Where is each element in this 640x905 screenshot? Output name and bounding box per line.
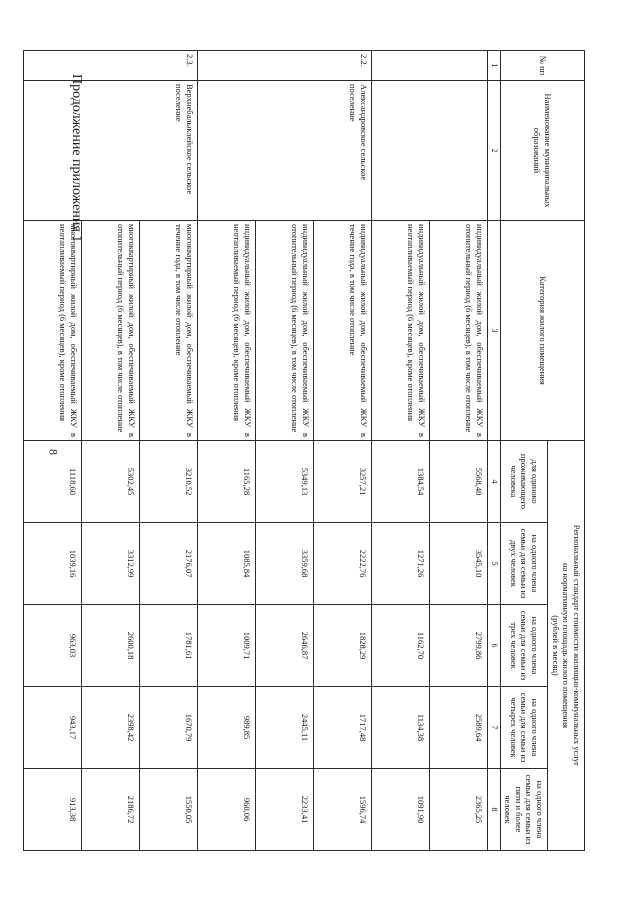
value-cell: 2799,86	[429, 605, 487, 687]
value-cell: 1091,90	[371, 769, 429, 851]
value-cell: 1162,70	[371, 605, 429, 687]
value-cell: 5568,40	[429, 441, 487, 523]
row-category: многоквартирный жилой дом, обеспечиваемый ЖКУ в отопительный период (6 месяцев), в том числе отопление	[81, 221, 139, 441]
column-number: 4	[487, 441, 500, 523]
header-col-four: на одного члена семьи для семьи из четырех человек	[500, 687, 548, 769]
value-cell: 1384,54	[371, 441, 429, 523]
value-cell: 963,03	[23, 605, 81, 687]
row-num	[371, 51, 487, 81]
header-category: Категория жилого помещения	[500, 221, 584, 441]
header-col-single: для одиноко проживающего человека	[500, 441, 548, 523]
value-cell: 1781,61	[139, 605, 197, 687]
header-municipality: Наименование муниципальных образований	[500, 81, 584, 221]
row-category: индивидуальный жилой дом, обеспечиваемый ЖКУ в отопительный период (6 месяцев), в том числе отопление	[429, 221, 487, 441]
value-cell: 2222,76	[313, 523, 371, 605]
value-cell: 1717,48	[313, 687, 371, 769]
row-category: индивидуальный жилой дом, обеспечиваемый ЖКУ в течение года, в том числе отопление	[313, 221, 371, 441]
header-col-three: на одного члена семьи для семьи из трех человек	[500, 605, 548, 687]
value-cell: 3545,10	[429, 523, 487, 605]
value-cell: 1118,60	[23, 441, 81, 523]
table-row	[429, 51, 487, 851]
row-category: индивидуальный жилой дом, обеспечиваемый ЖКУ в отопительный период (6 месяцев), в том числе отопление	[255, 221, 313, 441]
value-cell: 1134,38	[371, 687, 429, 769]
table-row	[313, 51, 371, 851]
row-category: многоквартирный жилой дом, обеспечиваемый ЖКУ в течение года, в том числе отопление	[139, 221, 197, 441]
value-cell: 2445,11	[255, 687, 313, 769]
column-number: 5	[487, 523, 500, 605]
row-num: 2.3.	[23, 51, 197, 81]
column-number: 2	[487, 81, 500, 221]
value-cell: 1828,29	[313, 605, 371, 687]
value-cell: 2589,64	[429, 687, 487, 769]
row-category: индивидуальный жилой дом, обеспечиваемый ЖКУ в неотапливаемый период (6 месяцев), кроме отопления	[197, 221, 255, 441]
page-number: 8	[46, 449, 61, 455]
row-municipality	[371, 81, 487, 221]
header-num: № пп	[500, 51, 584, 81]
column-number: 1	[487, 51, 500, 81]
header-col-five: на одного члена семьи для семьи из пяти и более человек	[500, 769, 548, 851]
value-cell: 2398,42	[81, 687, 139, 769]
row-municipality: Верхнебалыклейское сельское поселение	[23, 81, 197, 221]
value-cell: 960,06	[197, 769, 255, 851]
row-category: многоквартирный жилой дом, обеспечиваемый ЖКУ в неотапливаемый период (6 месяцев), кроме отопления	[23, 221, 81, 441]
header-standard	[548, 441, 585, 851]
value-cell: 1085,84	[197, 523, 255, 605]
value-cell: 3359,68	[255, 523, 313, 605]
value-cell: 2646,87	[255, 605, 313, 687]
value-cell: 1271,26	[371, 523, 429, 605]
header-standard-line2: на нормативную площадь жилого помещения	[561, 562, 572, 729]
value-cell: 2176,07	[139, 523, 197, 605]
row-num: 2.2.	[197, 51, 371, 81]
value-cell: 2233,41	[255, 769, 313, 851]
header-col-two: на одного члена семьи для семьи из двух человек	[500, 523, 548, 605]
table-header	[487, 51, 584, 851]
value-cell: 1670,79	[139, 687, 197, 769]
tariff-table	[23, 50, 585, 851]
value-cell: 2365,25	[429, 769, 487, 851]
column-number: 8	[487, 769, 500, 851]
value-cell: 3257,21	[313, 441, 371, 523]
value-cell: 5349,13	[255, 441, 313, 523]
column-number: 7	[487, 687, 500, 769]
value-cell: 2186,72	[81, 769, 139, 851]
value-cell: 989,85	[197, 687, 255, 769]
row-municipality: Александровское сельское поселение	[197, 81, 371, 221]
value-cell: 1039,16	[23, 523, 81, 605]
value-cell: 5302,45	[81, 441, 139, 523]
value-cell: 943,17	[23, 687, 81, 769]
value-cell: 913,38	[23, 769, 81, 851]
table-row	[139, 51, 197, 851]
column-number: 6	[487, 605, 500, 687]
value-cell: 1009,71	[197, 605, 255, 687]
value-cell: 3312,99	[81, 523, 139, 605]
appendix-caption: Продолжение приложения 1	[69, 74, 84, 243]
table-body	[23, 51, 487, 851]
column-number: 3	[487, 221, 500, 441]
header-standard-line1: Региональный стандарт стоимости жилищно-коммунальных услуг	[572, 524, 582, 767]
header-standard-line3: (рублей в месяц)	[550, 615, 561, 676]
value-cell: 1596,74	[313, 769, 371, 851]
value-cell: 1550,05	[139, 769, 197, 851]
value-cell: 3210,52	[139, 441, 197, 523]
value-cell: 1165,28	[197, 441, 255, 523]
value-cell: 2600,18	[81, 605, 139, 687]
row-category: индивидуальный жилой дом, обеспечиваемый ЖКУ в неотапливаемый период (6 месяцев), кроме отопления	[371, 221, 429, 441]
